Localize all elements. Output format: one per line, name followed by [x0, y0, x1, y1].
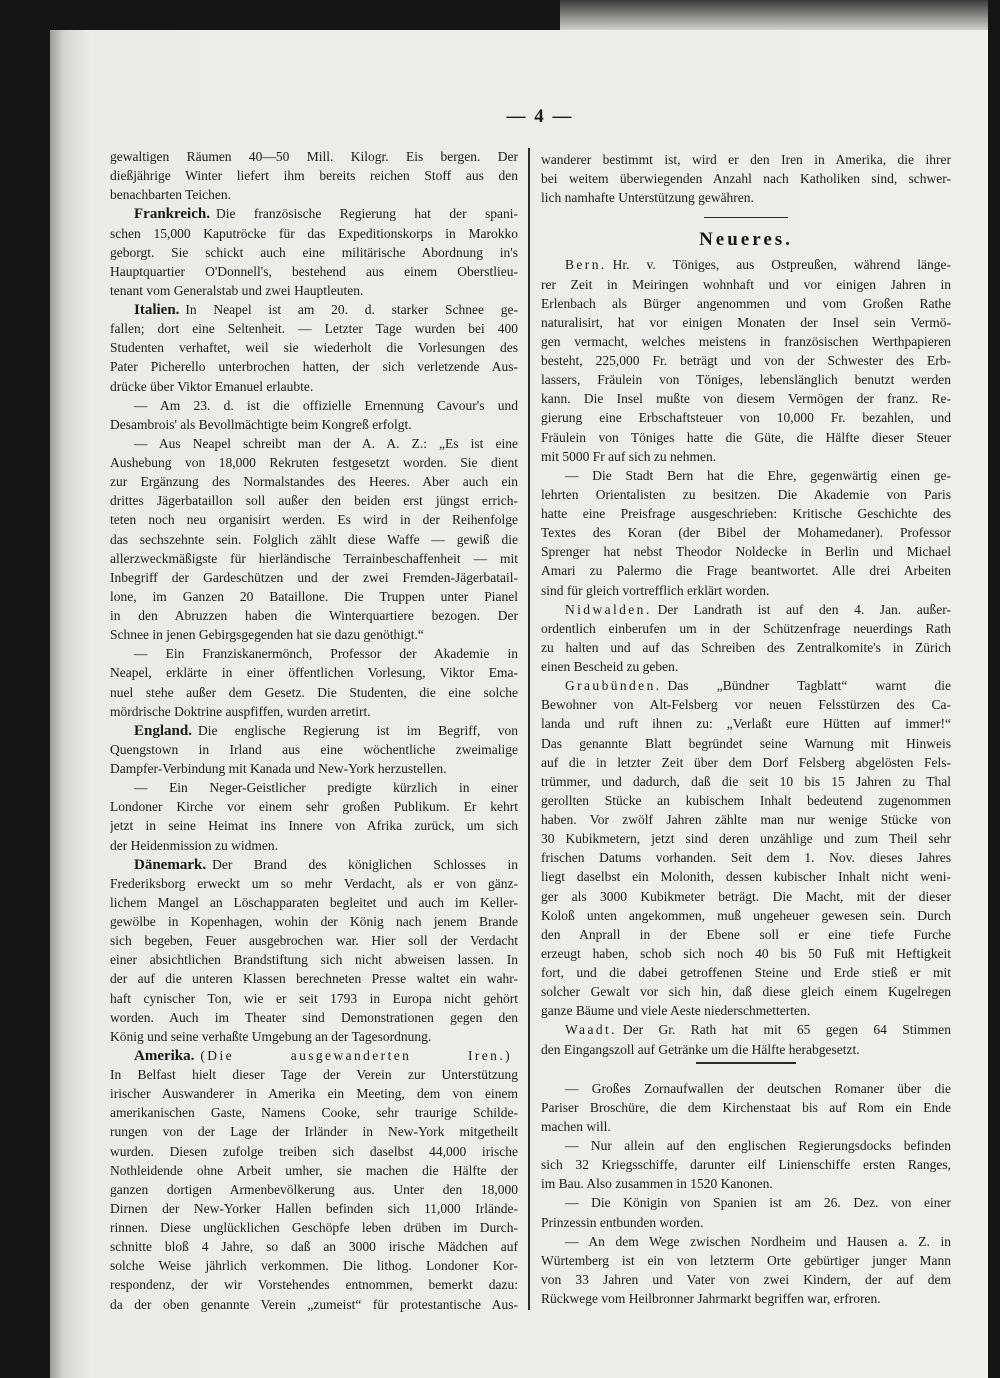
line-text: gerollten Stücke an kubischem Inhalt bedeutend zugenommen	[541, 792, 951, 808]
text-line	[110, 1180, 518, 1199]
miscellaneous-section	[541, 1079, 951, 1309]
text-line	[110, 568, 518, 587]
line-text: wurden. Diesen zufolge treiben sich daselbst 44,000 irische	[110, 1143, 518, 1159]
text-line	[541, 1079, 951, 1098]
text-line	[541, 1213, 951, 1232]
article-paragraph	[541, 1232, 951, 1309]
text-line	[110, 950, 518, 969]
line-text: zur Ergänzung des Normalstandes des Heeres. Aber auch ein	[110, 474, 518, 490]
text-line	[110, 319, 518, 338]
text-line	[541, 275, 951, 294]
text-line	[541, 600, 951, 619]
line-text: — Die Königin von Spanien ist am 26. Dez. von einer	[565, 1195, 951, 1211]
text-line	[110, 1084, 518, 1103]
line-text: frischen Datums vorhanden. Seit dem 1. Nov. dieses Jahres	[541, 850, 951, 866]
text-line	[541, 714, 951, 733]
page-number: — 4 —	[506, 106, 574, 127]
text-line	[110, 874, 518, 893]
section-lead-bold: Frankreich.	[134, 206, 210, 223]
line-text: Dampfer-Verbindung mit Kanada und New-York herzustellen.	[110, 761, 447, 776]
line-text: teten noch neu organisirt werden. Es wird in der Reihenfolge	[110, 512, 518, 528]
text-line	[541, 389, 951, 408]
text-line	[110, 855, 518, 874]
line-text: Die englische Regierung ist im Begriff, von	[197, 722, 518, 738]
line-text: erzeugt haben, schob sich noch 40 bis 50 Fuß mit Heftigkeit	[541, 945, 951, 961]
line-text: gen vermacht, welches meistens in französischen Werthpapieren	[541, 333, 951, 349]
text-line	[541, 561, 951, 580]
section-lead-bold: Dänemark.	[134, 856, 207, 873]
line-text: — Nur allein auf den englischen Regierungsdocks befinden	[565, 1138, 951, 1153]
article-paragraph	[541, 1020, 951, 1058]
text-line	[541, 657, 951, 676]
article-paragraph	[541, 466, 951, 600]
text-line	[541, 1117, 951, 1136]
text-line	[110, 204, 518, 223]
line-text: Neapel, erklärte in einer öffentlichen Vorlesung, Viktor Ema-	[110, 665, 518, 681]
text-line	[110, 1275, 518, 1294]
text-line	[110, 644, 518, 663]
line-text: landa und ruft ihnen zu: „Verlaßt eure Hütten auf immer!“	[541, 716, 951, 732]
line-text: zu halten und auf das Schreiben des Zentralkomite's in Zürich	[541, 639, 951, 655]
article-paragraph	[541, 600, 951, 677]
line-text: König und seine verhaßte Umgebung an der Tagesordnung.	[110, 1028, 432, 1044]
text-line	[541, 963, 951, 982]
text-line	[110, 759, 518, 778]
line-text: Pariser Broschüre, die dem Kirchenstaat bis auf Rom ein Ende	[541, 1099, 951, 1115]
line-text: — An dem Wege zwischen Nordheim und Hausen a. Z. in	[565, 1233, 951, 1249]
line-text: Sprenger hat nebst Theodor Noldecke in Berlin und Michael	[541, 544, 951, 560]
left-column	[110, 147, 518, 1314]
line-text: benachbarten Teichen.	[110, 187, 231, 203]
text-line	[110, 300, 518, 319]
line-text: solcher Gewalt vor sich hin, daß diese gleich einem Kugelregen	[541, 984, 951, 1000]
line-text: im Bau. Also zusammen in 1520 Kanonen.	[541, 1176, 773, 1192]
line-text: von 33 Jahren und Vater von zwei Kindern, der auf dem	[541, 1271, 951, 1287]
text-line	[541, 638, 951, 657]
text-line	[541, 1040, 951, 1059]
line-text: fort, und die dabei getroffenen Steine und Erde stieß er mit	[541, 965, 951, 980]
text-line	[110, 740, 518, 759]
line-text: liegt daselbst ein Molonith, dessen kubischer Inhalt nicht weni-	[541, 869, 951, 885]
line-text: haft cynischer Ton, wie er seit 1793 in Europa nicht gehört	[110, 990, 518, 1006]
text-line	[541, 695, 951, 714]
line-text: Erlenbach als Bürger angenommen und vom Großen Rathe	[541, 295, 951, 311]
line-text: geborgt. Sie schickt auch eine militärische Abordnung in's	[110, 244, 518, 260]
line-text: Der Brand des königlichen Schlosses in	[212, 856, 518, 872]
article-paragraph	[110, 434, 518, 644]
text-line	[541, 1251, 951, 1270]
text-line	[110, 1065, 518, 1084]
line-text: einer absichtlichen Brandstiftung sich nicht abweisen lassen. In	[110, 952, 518, 968]
line-text: sind für gleich vortrefflich erklärt worden.	[541, 582, 770, 598]
section-lead-spaced: (Die ausgewanderten Iren.)	[200, 1047, 512, 1063]
text-line	[110, 683, 518, 702]
text-line	[110, 1199, 518, 1218]
line-text: ger als 3000 Kubikmeter beträgt. Die Macht, mit der dieser	[541, 888, 951, 904]
text-line	[541, 982, 951, 1001]
page-top-edge	[560, 0, 988, 30]
text-line	[110, 587, 518, 606]
line-text: naturalisirt, hat vor einigen Monaten der Insel sein Vermö-	[541, 314, 951, 330]
section-lead-bold: Amerika.	[134, 1047, 195, 1064]
line-text: In Neapel ist am 20. d. starker Schnee ge-	[185, 302, 518, 317]
line-text: ganze Bäume und viele Aeste niederschmetterten.	[541, 1003, 811, 1019]
text-line	[541, 925, 951, 944]
line-text: ordentlich einberufen um in der Schützenfrage neuerdings Rath	[541, 620, 951, 636]
line-text: das sechszehnte sein. Folglich zählt diese Waffe — gewiß die	[110, 531, 518, 547]
line-text: allerzweckmäßigste für hierländische Terrainbeschaffenheit — mit	[110, 550, 518, 566]
text-line	[110, 663, 518, 682]
line-text: drittes Jägerbataillon soll außer den beiden erst jüngst errich-	[110, 493, 518, 509]
line-text: Aushebung von 18,000 Rekruten festgesetzt worden. Sie dient	[110, 455, 518, 470]
text-line	[110, 1161, 518, 1180]
line-text: amerikanischen Gaste, Namens Cooke, sehr traurige Schilde-	[110, 1105, 518, 1121]
line-text: den Eingangszoll auf Getränke um die Hälfte herabgesetzt.	[541, 1041, 860, 1057]
line-text: jetzt in seine Heimat ins Innere von Afrika zurück, um sich	[110, 818, 518, 834]
text-line	[541, 313, 951, 332]
text-line	[541, 485, 951, 504]
line-text: haben. Vor zwölf Jahren zählte man nur wenige Stücke von	[541, 812, 951, 827]
text-line	[110, 185, 518, 204]
text-line	[110, 1237, 518, 1256]
article-paragraph	[110, 855, 518, 1046]
text-line	[541, 332, 951, 351]
line-text: — Ein Neger-Geistlicher predigte kürzlich in einer	[134, 780, 518, 796]
text-line	[541, 1098, 951, 1117]
line-text: lassers, Fräulein von Töniges, lebenslänglich benutzt werden	[541, 372, 951, 388]
line-text: — Aus Neapel schreibt man der A. A. Z.: „Es ist eine	[134, 435, 518, 451]
text-line	[541, 428, 951, 447]
line-text: auf die in letzter Zeit über dem Dorf Felsberg abgelösten Fels-	[541, 754, 951, 770]
text-line	[541, 542, 951, 561]
text-line	[110, 1218, 518, 1237]
text-line	[541, 1193, 951, 1212]
section-heading-neueres: Neueres.	[699, 229, 793, 251]
text-line	[541, 466, 951, 485]
section-divider	[696, 1062, 796, 1064]
text-line	[541, 753, 951, 772]
text-line	[541, 791, 951, 810]
article-paragraph	[110, 778, 518, 855]
text-line	[110, 530, 518, 549]
text-line	[541, 255, 951, 274]
text-line	[110, 472, 518, 491]
section-lead-spaced: Bern.	[565, 257, 607, 273]
line-text: schen 15,000 Kaputröcke für das Expeditionskorps in Marokko	[110, 225, 518, 241]
line-text: lichem Mangel an Löschapparaten begleitet und auch im Keller-	[110, 894, 518, 910]
line-text: In Belfast hielt dieser Tage der Verein zur Unterstützung	[110, 1067, 518, 1082]
line-text: ganzen dortigen Armenbevölkerung aus. Unter den 18,000	[110, 1181, 518, 1197]
text-line	[541, 447, 951, 466]
article-paragraph	[541, 150, 951, 207]
text-line	[110, 1008, 518, 1027]
article-paragraph	[541, 1079, 951, 1136]
article-paragraph	[110, 204, 518, 300]
line-text: irischer Auswanderer in Amerika ein Meeting, dem von einem	[110, 1086, 518, 1102]
line-text: rer Zeit in Meiringen wohnhaft und vor einigen Jahren in	[541, 276, 951, 292]
section-lead-bold: Italien.	[134, 302, 180, 318]
line-text: drücke über Viktor Emanuel erlaubte.	[110, 378, 314, 394]
text-line	[110, 969, 518, 988]
line-text: lehrten Orientalisten zu besitzen. Die Akademie von Paris	[541, 486, 951, 502]
text-line	[541, 188, 951, 207]
continued-article	[541, 150, 951, 207]
line-text: kann. Die Insel mußte von diesem Vermögen der franz. Re-	[541, 391, 951, 407]
text-line	[110, 453, 518, 472]
text-line	[110, 243, 518, 262]
article-paragraph	[110, 396, 518, 434]
text-line	[541, 1155, 951, 1174]
line-text: respondenz, der wir Vorstehendes entnommen, bemerkt dazu:	[110, 1277, 518, 1293]
line-text: Nothleidende ohne Arbeit umher, sie machen die Hälfte der	[110, 1162, 518, 1178]
line-text: Die französische Regierung hat der spani-	[215, 206, 518, 222]
text-line	[541, 867, 951, 886]
text-line	[110, 147, 518, 166]
line-text: tenant vom Generalstab und zwei Hauptleuten.	[110, 282, 364, 298]
text-line	[110, 1046, 518, 1065]
line-text: Fräulein von Töniges hatte die Güte, die Hälfte dieser Steuer	[541, 429, 951, 445]
line-text: rinnen. Diese unglücklichen Geschöpfe leben drüben im Durch-	[110, 1220, 518, 1235]
text-line	[541, 150, 951, 169]
line-text: rungen von der Lage der Irländer in New-York mitgetheilt	[110, 1124, 518, 1140]
text-line	[110, 836, 518, 855]
line-text: solche Weise jährlich verkommen. Die lithog. Londoner Kor-	[110, 1258, 518, 1274]
line-text: da der oben genannte Verein „zumeist“ für protestantische Aus-	[110, 1296, 518, 1312]
news-section	[541, 255, 951, 1058]
text-line	[110, 377, 518, 396]
text-line	[541, 294, 951, 313]
text-line	[110, 816, 518, 835]
line-text: — Ein Franziskanermönch, Professor der Akademie in	[134, 646, 518, 662]
text-line	[110, 549, 518, 568]
article-paragraph	[110, 644, 518, 721]
line-text: Pater Picherello unterbrochen hatten, der sich verletzende Aus-	[110, 359, 518, 375]
text-line	[541, 1174, 951, 1193]
text-line	[110, 778, 518, 797]
line-text: besteht, 225,000 Fr. beträgt und von der Schwester des Erb-	[541, 353, 951, 368]
line-text: wanderer bestimmt ist, wird er den Iren in Amerika, die ihrer	[541, 152, 951, 167]
text-line	[541, 1289, 951, 1308]
line-text: Würtemberg ist ein von letzterm Orte gebürtiger junger Mann	[541, 1252, 951, 1268]
line-text: Hr. v. Töniges, aus Ostpreußen, während länge-	[612, 257, 951, 273]
text-line	[541, 829, 951, 848]
text-line	[541, 1232, 951, 1251]
text-line	[541, 1001, 951, 1020]
line-text: Das genannte Blatt begründet seine Warnung mit Hinweis	[541, 735, 951, 751]
text-line	[110, 338, 518, 357]
text-line	[110, 1142, 518, 1161]
text-line	[110, 1103, 518, 1122]
line-text: Der Landrath ist auf den 4. Jan. außer-	[657, 601, 951, 617]
line-text: den Anprall in der Ebene soll er eine tiefe Furche	[541, 926, 951, 942]
line-text: Schnee in jenen Gebirgsgegenden hat sie dazu genöthigt.“	[110, 627, 424, 643]
line-text: der auf die unteren Klassen berechneten Presse waltet ein wahr-	[110, 971, 518, 987]
text-line	[110, 262, 518, 281]
line-text: Bewohner von Alt-Felsberg vor neuen Felsstürzen des Ca-	[541, 697, 951, 713]
line-text: mit 5000 Fr auf sich zu nehmen.	[541, 448, 717, 464]
text-line	[541, 1136, 951, 1155]
line-text: sich 32 Kriegsschiffe, darunter eilf Linienschiffe ersten Ranges,	[541, 1157, 951, 1173]
line-text: Koloß unten angekommen, muß ungeheuer gewesen sein. Durch	[541, 907, 951, 923]
article-paragraph	[110, 300, 518, 396]
line-text: der Heidenmission zu widmen.	[110, 837, 278, 853]
line-text: Amari zu Palermo die Frage beantwortet. Alle drei Arbeiten	[541, 563, 951, 579]
line-text: fallen; dort eine Seltenheit. — Letzter Tage wurden bei 400	[110, 321, 518, 337]
text-line	[541, 887, 951, 906]
article-paragraph	[110, 147, 518, 204]
text-line	[541, 944, 951, 963]
text-line	[541, 169, 951, 188]
text-line	[110, 1256, 518, 1275]
text-line	[110, 893, 518, 912]
section-lead-bold: England.	[134, 722, 192, 739]
section-lead-spaced: Waadt.	[565, 1022, 617, 1038]
text-line	[541, 408, 951, 427]
right-column	[541, 150, 951, 1308]
line-text: machen will.	[541, 1118, 611, 1134]
text-line	[110, 1295, 518, 1314]
text-line	[110, 1027, 518, 1046]
line-text: gierung eine Erbschaftsteuer von 10,000 Fr. bezahlen, und	[541, 410, 951, 426]
article-paragraph	[541, 1136, 951, 1193]
line-text: hatte eine Preisfrage ausgeschrieben: Kritische Geschichte des	[541, 506, 951, 521]
text-line	[541, 351, 951, 370]
line-text: Desambrois' als Bevollmächtigte beim Kongreß erfolgt.	[110, 416, 412, 432]
line-text: Rückwege vom Heilbronner Jahrmarkt begriffen war, erfroren.	[541, 1291, 881, 1306]
text-line	[110, 510, 518, 529]
text-line	[110, 166, 518, 185]
line-text: — Großes Zornaufwallen der deutschen Romaner über die	[565, 1080, 951, 1096]
line-text: dießjährige Winter liefert ihm bereits reichen Stoff aus den	[110, 168, 518, 184]
line-text: Das „Bündner Tagblatt“ warnt die	[667, 678, 951, 694]
text-line	[541, 619, 951, 638]
article-paragraph	[110, 721, 518, 778]
line-text: Prinzessin entbunden worden.	[541, 1214, 704, 1230]
line-text: Quengstown in Irland aus eine wöchentliche zweimalige	[110, 741, 518, 757]
text-line	[541, 772, 951, 791]
column-divider	[528, 148, 530, 1310]
text-line	[110, 702, 518, 721]
line-text: bei weitem überwiegenden Anzahl nach Katholiken sind, schwer-	[541, 171, 951, 187]
line-text: lich namhafte Unterstützung gewähren.	[541, 190, 754, 206]
text-line	[110, 357, 518, 376]
line-text: gewaltigen Räumen 40—50 Mill. Kilogr. Eis bergen. Der	[110, 149, 518, 164]
line-text: Inbegriff der Gardeschützen und der zwei Fremden-Jägerbatail-	[110, 569, 518, 585]
text-line	[110, 224, 518, 243]
text-line	[110, 989, 518, 1008]
text-line	[110, 434, 518, 453]
text-line	[541, 1270, 951, 1289]
line-text: — Die Stadt Bern hat die Ehre, gegenwärtig einen ge-	[565, 467, 951, 483]
text-line	[541, 581, 951, 600]
line-text: trümmer, und dadurch, daß die seit 10 bis 15 Jahren zu Thal	[541, 773, 951, 789]
text-line	[541, 676, 951, 695]
line-text: einen Bescheid zu geben.	[541, 659, 679, 674]
text-line	[541, 504, 951, 523]
line-text: Der Gr. Rath hat mit 65 gegen 64 Stimmen	[622, 1022, 951, 1038]
line-text: Frederiksborg erweckt um so mehr Verdacht, als er von gänz-	[110, 875, 518, 891]
article-paragraph	[541, 676, 951, 1020]
line-text: schnitte bloß 4 Jahre, so daß an 3000 irische Mädchen auf	[110, 1239, 518, 1255]
text-line	[110, 491, 518, 510]
text-line	[110, 721, 518, 740]
line-text: Textes des Koran (der Bibel der Mohamedaner). Professor	[541, 525, 951, 541]
article-paragraph	[110, 1046, 518, 1314]
line-text: lone, im Ganzen 20 Bataillone. Die Truppen unter Pianel	[110, 588, 518, 604]
section-lead-spaced: Nidwalden.	[565, 601, 652, 617]
line-text: 30 Kubikmetern, jetzt sind deren unzählige und zum Theil sehr	[541, 831, 951, 847]
line-text: in den Abruzzen haben die Winterquartiere bezogen. Der	[110, 608, 518, 623]
section-divider	[704, 217, 788, 218]
line-text: Dirnen der New-Yorker Hallen befinden sich 11,000 Irlände-	[110, 1200, 518, 1216]
text-line	[110, 396, 518, 415]
text-line	[110, 797, 518, 816]
text-line	[110, 1122, 518, 1141]
line-text: Hauptquartier O'Donnell's, bestehend aus einem Oberstlieu-	[110, 263, 518, 279]
section-lead-spaced: Graubünden.	[565, 678, 662, 694]
article-paragraph	[541, 1193, 951, 1231]
line-text: Londoner Kirche vor einem sehr großen Publikum. Er kehrt	[110, 799, 518, 815]
text-line	[541, 734, 951, 753]
text-line	[110, 415, 518, 434]
text-line	[541, 523, 951, 542]
text-line	[110, 931, 518, 950]
text-line	[541, 848, 951, 867]
text-line	[541, 810, 951, 829]
line-text: worden. Auch im Theater sind Demonstrationen gegen den	[110, 1009, 518, 1025]
line-text: — Am 23. d. ist die offizielle Ernennung Cavour's und	[134, 397, 518, 413]
text-line	[110, 281, 518, 300]
text-line	[110, 606, 518, 625]
line-text: mördrische Doktrine auspfiffen, wurden arretirt.	[110, 703, 371, 719]
line-text: sich begeben, Feuer ausgebrochen war. Hier soll der Verdacht	[110, 933, 518, 949]
line-text: nuel stehe außer dem Gesetz. Die Studenten, die eine solche	[110, 684, 518, 700]
article-paragraph	[541, 255, 951, 465]
text-line	[541, 370, 951, 389]
line-text: gewölbe in Kopenhagen, wohin der König nach jenem Brande	[110, 914, 518, 929]
text-line	[541, 906, 951, 925]
text-line	[110, 625, 518, 644]
text-line	[541, 1020, 951, 1039]
line-text: Studenten verhaftet, weil sie wiederholt die Vorlesungen des	[110, 340, 518, 356]
text-line	[110, 912, 518, 931]
